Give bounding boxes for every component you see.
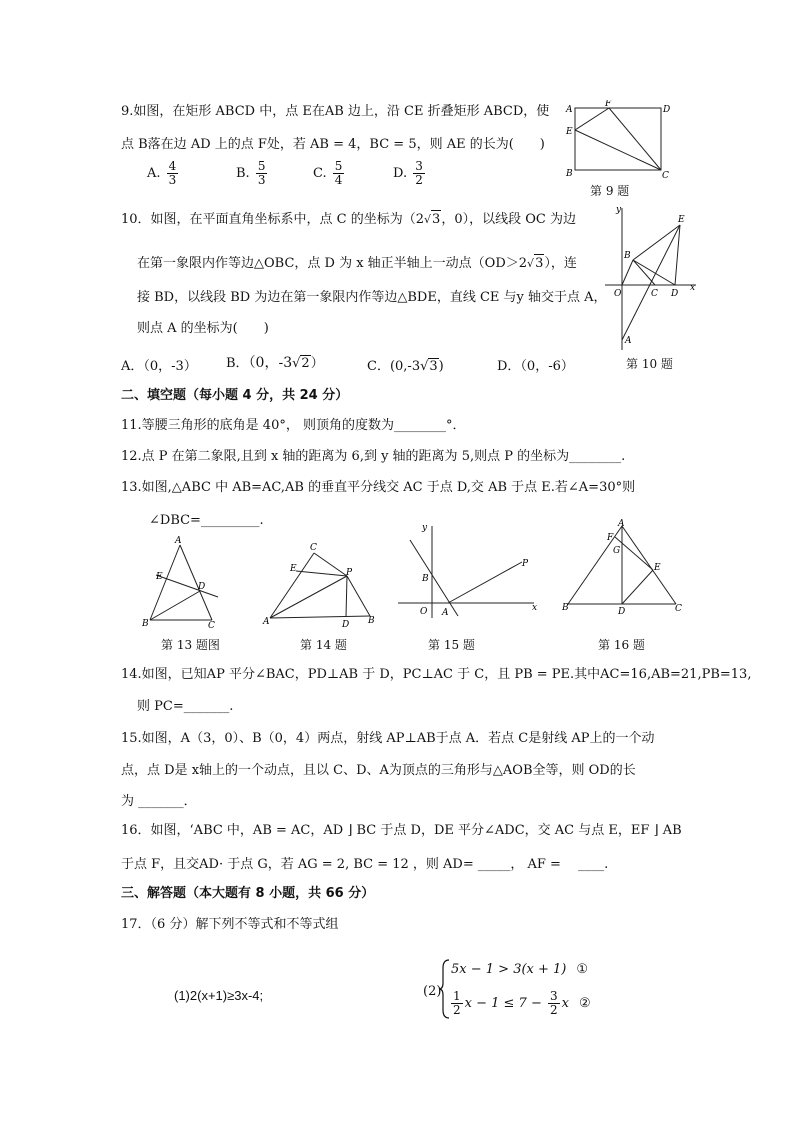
q16-line2: 于点 F，且交AD· 于点 G，若 AG = 2, BC = 12 ，则 AD= _____， AF = ____. bbox=[121, 857, 609, 872]
q13-line2: ∠DBC=_________. bbox=[149, 513, 264, 528]
fig16-segment-ef bbox=[615, 537, 653, 570]
q10-point-d: D bbox=[671, 289, 679, 299]
q12-text: 12.点 P 在第二象限,且到 x 轴的距离为 6,到 y 轴的距离为 5,则点 P 的坐标为________. bbox=[121, 449, 626, 464]
q9-point-b: B bbox=[566, 169, 573, 179]
q17-part2-label: (2) bbox=[423, 984, 442, 999]
fig15-point-a: A bbox=[442, 608, 449, 618]
fig15-point-o: O bbox=[420, 607, 428, 617]
q10-label-y: y bbox=[616, 205, 622, 215]
q10-option-c: C．(0,-3√3) bbox=[367, 359, 444, 374]
q10-point-a: A bbox=[625, 336, 632, 346]
section2-heading: 二、填空题（每小题 4 分，共 24 分） bbox=[121, 388, 349, 403]
fig13-bisector bbox=[156, 575, 218, 597]
fig13-caption: 第 13 题图 bbox=[161, 638, 220, 652]
fig16-point-e: E bbox=[654, 563, 661, 573]
fig14-point-c: C bbox=[310, 543, 317, 553]
fig13-point-a: A bbox=[175, 536, 182, 546]
q9-option-fraction: $\frac{5}{4}$ bbox=[334, 159, 343, 187]
fig16-point-g: G bbox=[613, 546, 621, 556]
fig14-point-a: A bbox=[263, 617, 270, 627]
fig14-point-p: P bbox=[346, 568, 353, 578]
q9-option-fraction: $\frac{5}{3}$ bbox=[257, 159, 266, 187]
fig15-label-y: y bbox=[422, 523, 428, 533]
fig14-segment-pe bbox=[296, 571, 347, 576]
fig16-segment-ac bbox=[622, 526, 676, 604]
q9-line2: 点 B落在边 AD 上的点 F处，若 AB = 4，BC = 5，则 AE 的长为( ) bbox=[121, 137, 545, 152]
q9-point-a: A bbox=[566, 105, 573, 115]
fig15-point-p: P bbox=[522, 559, 529, 569]
fig14-segment-cp bbox=[314, 553, 347, 576]
q10-point-c: C bbox=[651, 289, 658, 299]
fig13-segment-ab bbox=[150, 545, 180, 620]
fig16-segment-ab bbox=[568, 526, 622, 604]
fig15-caption: 第 15 题 bbox=[428, 638, 475, 652]
fig16-segment-de bbox=[622, 570, 653, 604]
q9-segment-fc bbox=[609, 108, 661, 170]
q9-option-fraction: $\frac{4}{3}$ bbox=[168, 159, 177, 187]
fig16-point-d: D bbox=[618, 607, 626, 617]
fig13-segment-bd bbox=[150, 591, 200, 620]
q9-line1: 9.如图，在矩形 ABCD 中，点 E在AB 边上，沿 CE 折叠矩形 ABCD，使 bbox=[121, 104, 550, 119]
q9-point-f: F bbox=[605, 100, 612, 109]
q9-option-label: C. bbox=[313, 166, 327, 181]
q10-point-o: O bbox=[614, 289, 622, 299]
section3-heading: 三、解答题（本大题有 8 小题，共 66 分） bbox=[121, 886, 375, 901]
q16-line1: 16．如图，‘ABC 中，AB = AC，AD ⌋ BC 于点 D，DE 平分∠ADC，交 AC 与点 E，EF ⌋ AB bbox=[121, 823, 682, 838]
q9-segment-ec bbox=[575, 130, 661, 170]
q9-option-c bbox=[313, 160, 346, 187]
q10-option-a: A．（0，-3） bbox=[121, 359, 197, 374]
fig13-point-b: B bbox=[142, 619, 149, 629]
fig14-segment-ap bbox=[270, 576, 347, 618]
fig16-point-b: B bbox=[562, 603, 569, 613]
q15-line3: 为 _______． bbox=[121, 794, 197, 809]
fig13-point-e: E bbox=[156, 572, 163, 582]
q9-option-label: D. bbox=[393, 166, 408, 181]
fig13-point-c: C bbox=[208, 621, 215, 630]
fig13 bbox=[138, 535, 228, 630]
q10-option-b: B．（0，-3√2） bbox=[226, 355, 324, 371]
q9-point-e: E bbox=[566, 127, 573, 137]
fig14-segment-ab bbox=[270, 616, 370, 618]
q10-line1: 10．如图，在平面直角坐标系中，点 C 的坐标为（2√3，0），以线段 OC 为边 bbox=[121, 212, 576, 227]
q10-line4: 则点 A 的坐标为( ) bbox=[137, 321, 269, 336]
q10-segment-bd bbox=[633, 260, 675, 285]
fig16-caption: 第 16 题 bbox=[598, 638, 645, 652]
q9-option-label: B. bbox=[236, 166, 250, 181]
fig14-caption: 第 14 题 bbox=[300, 638, 347, 652]
q17-text: 17．（6 分）解下列不等式和不等式组 bbox=[121, 917, 339, 932]
fig15-label-x: x bbox=[532, 603, 538, 613]
fig14-point-e: E bbox=[290, 564, 297, 574]
fig16-point-a: A bbox=[618, 519, 625, 529]
q9-point-d: D bbox=[663, 105, 671, 115]
fig14-point-b: B bbox=[368, 616, 375, 626]
fig14-segment-pb bbox=[347, 576, 370, 616]
fig14-segment-ac bbox=[270, 553, 314, 618]
fig14 bbox=[262, 538, 382, 628]
q14-line1: 14.如图，已知AP 平分∠BAC，PD⊥AB 于 D，PC⊥AC 于 C，且 PB = PE.其中AC=16,AB=21,PB=13, bbox=[121, 667, 752, 682]
q9-rectangle bbox=[575, 108, 661, 170]
q10-option-d: D．（0，-6） bbox=[497, 359, 574, 374]
q9-option-d bbox=[393, 160, 427, 187]
q9-point-c: C bbox=[662, 171, 669, 181]
q9-option-a bbox=[147, 160, 180, 187]
q15-line2: 点，点 D是 x轴上的一个动点，且以 C、D、A为顶点的三角形与△AOB全等，则 OD的长 bbox=[121, 763, 636, 778]
q10-caption: 第 10 题 bbox=[626, 357, 673, 371]
q17-eq1: 5x − 1 > 3(x + 1) ① bbox=[451, 962, 589, 977]
q10-segment-ob bbox=[622, 260, 633, 285]
q10-point-b: B bbox=[624, 251, 631, 261]
fig15 bbox=[392, 518, 542, 623]
q9-option-fraction: $\frac{3}{2}$ bbox=[415, 159, 423, 187]
q9-segment-ef bbox=[575, 108, 609, 130]
q14-line2: 则 PC=_______. bbox=[137, 699, 234, 714]
fig15-point-b: B bbox=[422, 574, 429, 584]
fig14-point-d: D bbox=[342, 620, 350, 628]
fig13-segment-ac bbox=[180, 545, 212, 620]
q13-line1: 13.如图,△ABC 中 AB=AC,AB 的垂直平分线交 AC 于点 D,交 AB 于点 E.若∠A=30°则 bbox=[121, 480, 636, 495]
fig16-point-f: F bbox=[607, 533, 614, 543]
q10-line2: 在第一象限内作等边△OBC，点 D 为 x 轴正半轴上一动点（OD＞2√3），连 bbox=[137, 256, 577, 271]
q11-text: 11.等腰三角形的底角是 40°， 则顶角的度数为________°． bbox=[121, 418, 466, 433]
fig15-ray-ap bbox=[448, 562, 522, 603]
fig16 bbox=[560, 518, 690, 618]
q17-part1: (1)2(x+1)≥3x-4; bbox=[174, 988, 264, 1003]
q10-line3: 接 BD，以线段 BD 为边在第一象限内作等边△BDE，直线 CE 与y 轴交于点 A， bbox=[137, 290, 607, 305]
q17-eq2: $\frac{1}{2}$ x − 1 ≤ 7 − $\frac{3}{2}$ x ② bbox=[453, 989, 591, 1017]
fig13-point-d: D bbox=[198, 582, 206, 592]
q15-line1: 15.如图，A（3，0）、B（0，4）两点，射线 AP⊥AB于点 A．若点 C是射线 AP上的一个动 bbox=[121, 731, 655, 746]
q9-caption: 第 9 题 bbox=[590, 184, 630, 198]
q10-label-x: x bbox=[690, 283, 696, 293]
q10-segment-be bbox=[633, 225, 680, 260]
fig16-point-c: C bbox=[675, 604, 682, 614]
fig14-segment-pd bbox=[346, 576, 347, 617]
q10-point-e: E bbox=[678, 215, 685, 225]
fig15-line-ab bbox=[410, 540, 458, 616]
q10-figure bbox=[600, 200, 700, 360]
q9-figure bbox=[563, 100, 673, 182]
q9-option-b bbox=[236, 160, 269, 187]
q9-option-label: A. bbox=[147, 166, 161, 181]
